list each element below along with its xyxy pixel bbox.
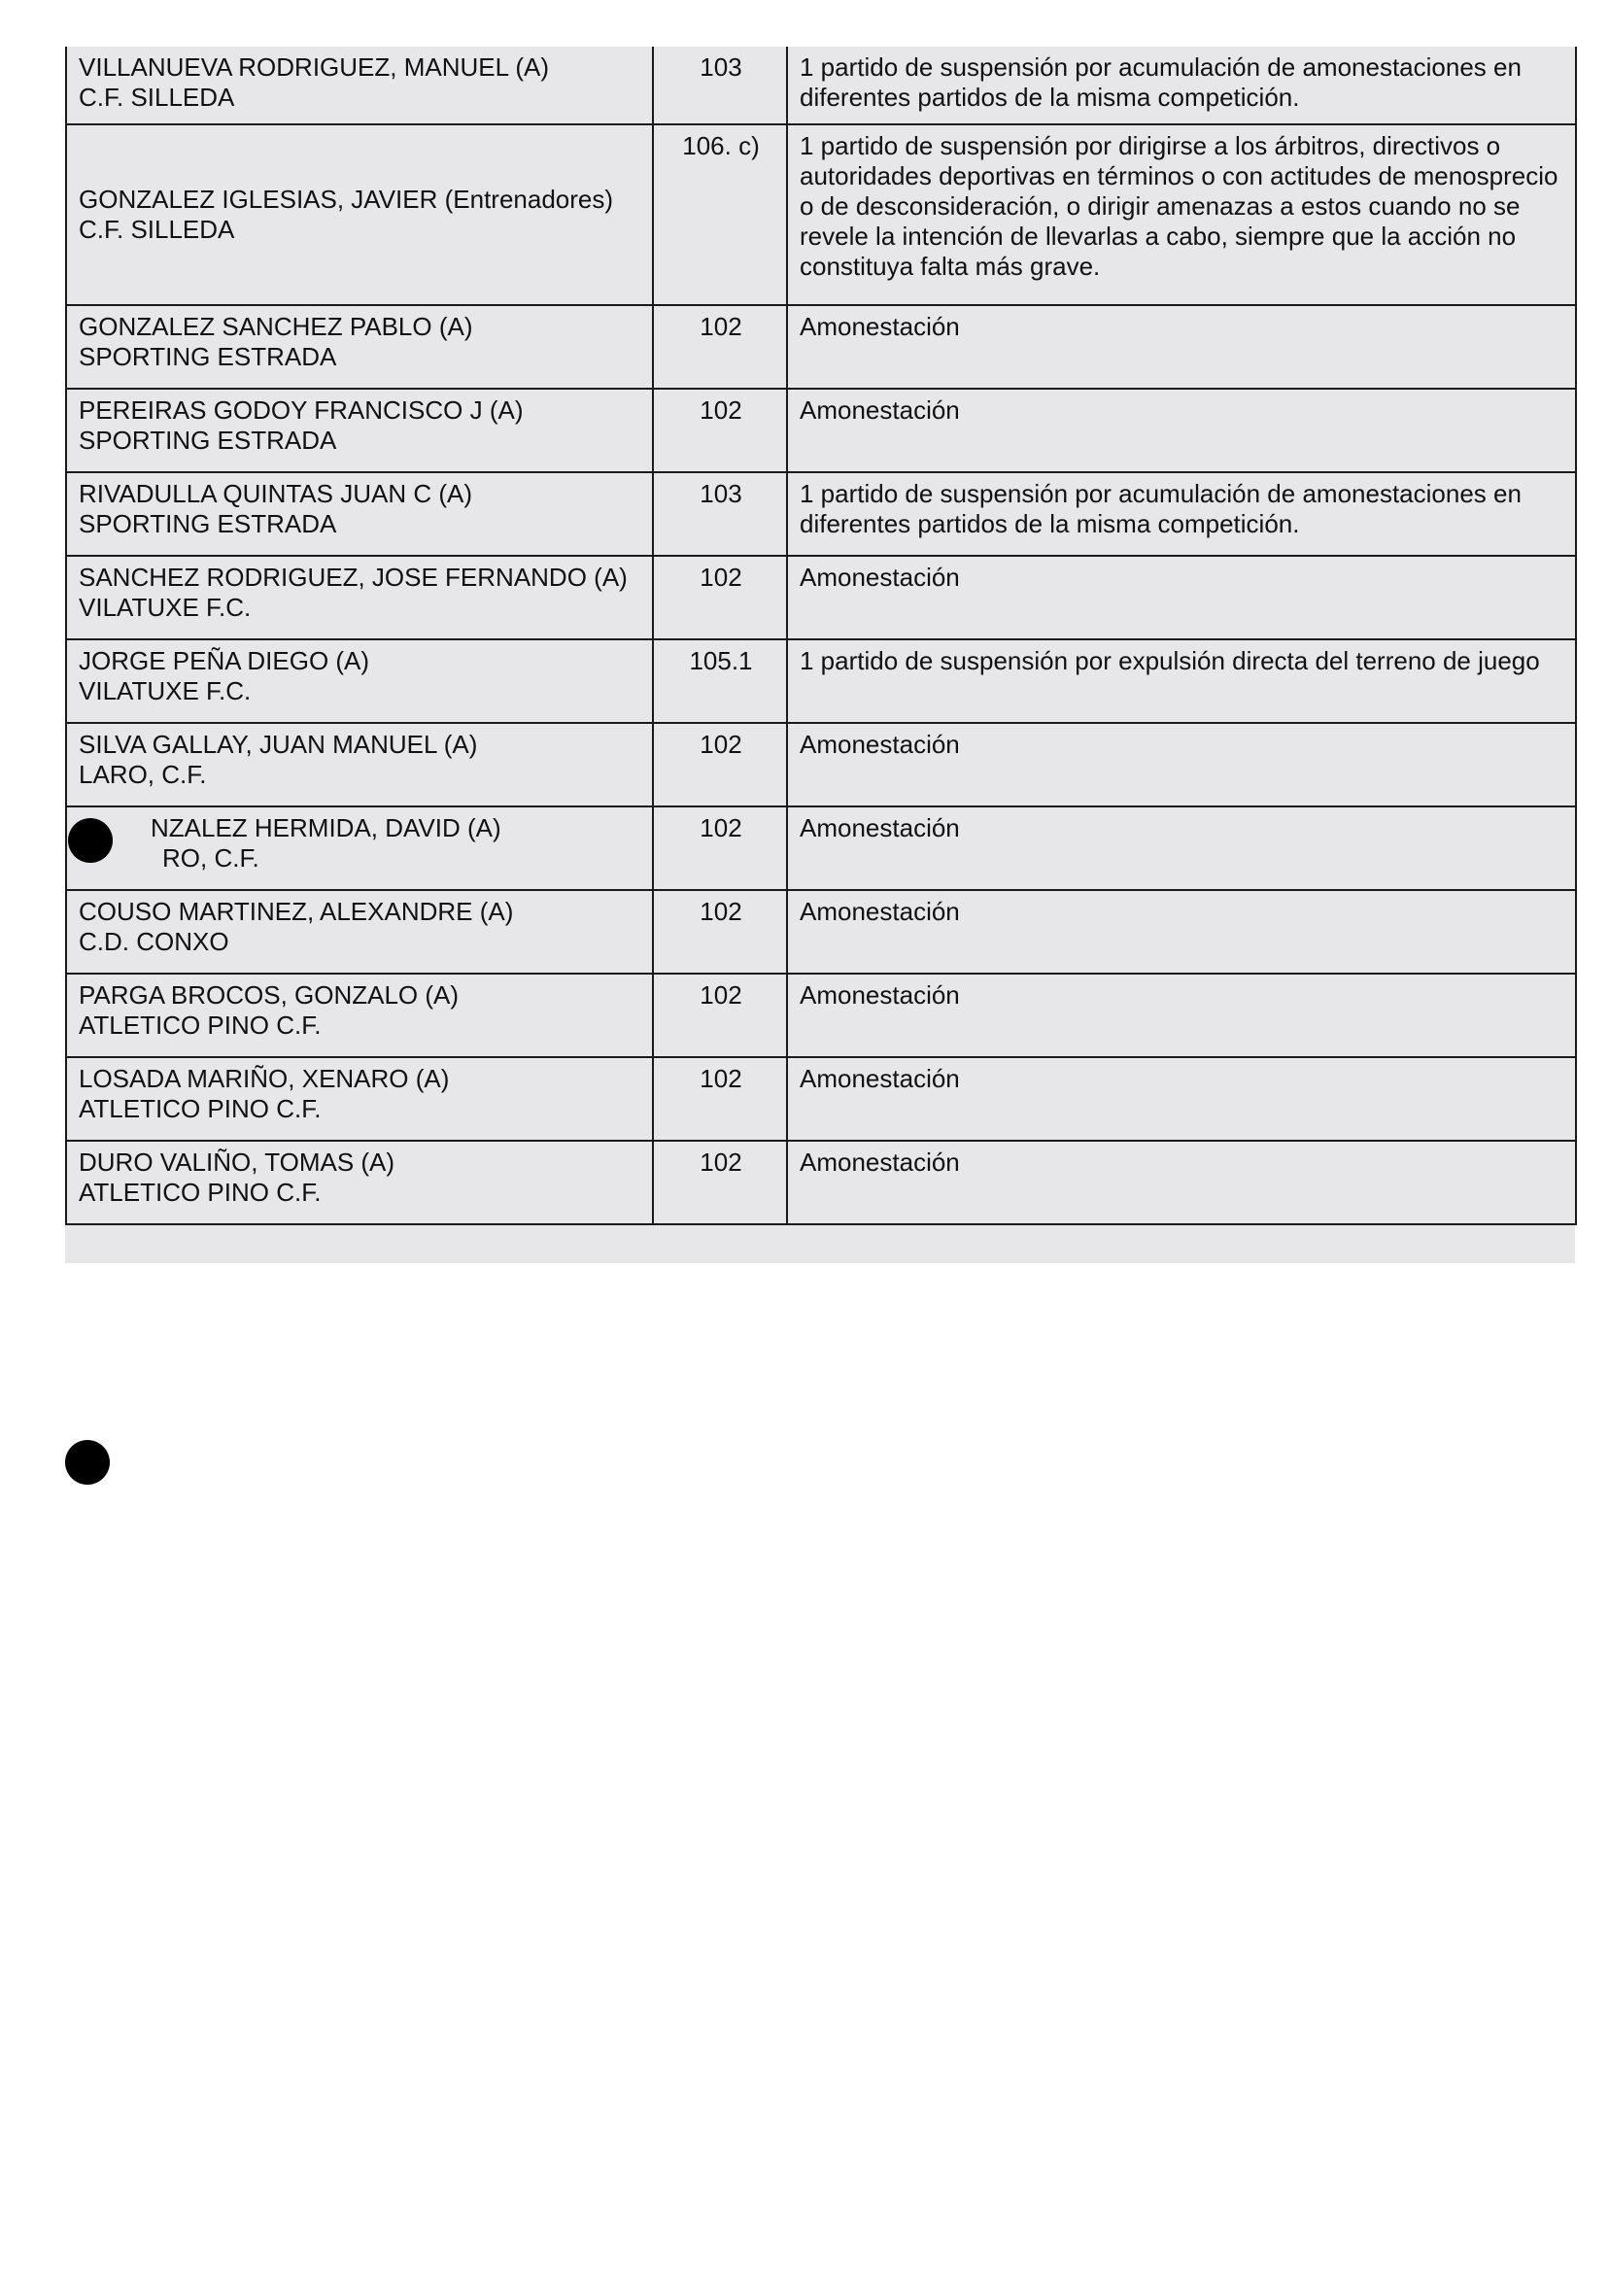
club-name: SPORTING ESTRADA [79, 426, 337, 455]
club-name: VILATUXE F.C. [79, 676, 252, 705]
sanction-cell: Amonestación [787, 556, 1576, 639]
player-cell [66, 890, 653, 974]
table-row [66, 389, 1576, 472]
article-cell: 102 [653, 1057, 787, 1141]
article-cell: 103 [653, 472, 787, 556]
article-cell: 106. c) [653, 124, 787, 305]
article-cell: 102 [653, 723, 787, 806]
sanction-cell: Amonestación [787, 305, 1576, 389]
player-cell [66, 389, 653, 472]
sanction-cell: 1 partido de suspensión por dirigirse a los árbitros, directivos o autoridades deportivas en términos o con actitudes de menosprecio o de desconsideración, o dirigir amenazas a estos cuando no se revele la intención de llevarlas a cabo, siempre que la acción no constituya falta más grave. [787, 124, 1576, 305]
player-name: LOSADA MARIÑO, XENARO (A) [79, 1064, 450, 1093]
table-row [66, 890, 1576, 974]
club-name: SPORTING ESTRADA [79, 509, 337, 538]
club-name: C.F. SILLEDA [79, 83, 235, 112]
sanction-cell: 1 partido de suspensión por acumulación de amonestaciones en diferentes partidos de la misma competición. [787, 472, 1576, 556]
sanction-cell: Amonestación [787, 1141, 1576, 1224]
club-name: RO, C.F. [162, 843, 259, 873]
club-name: C.F. SILLEDA [79, 215, 235, 244]
sanction-cell: Amonestación [787, 389, 1576, 472]
player-cell [66, 47, 653, 124]
sanction-cell: Amonestación [787, 890, 1576, 974]
player-name: PARGA BROCOS, GONZALO (A) [79, 980, 460, 1010]
article-cell: 102 [653, 806, 787, 890]
player-name: VILLANUEVA RODRIGUEZ, MANUEL (A) [79, 52, 549, 82]
player-cell [66, 974, 653, 1057]
table-row [66, 723, 1576, 806]
sanction-cell: 1 partido de suspensión por acumulación de amonestaciones en diferentes partidos de la misma competición. [787, 47, 1576, 124]
sanction-cell: 1 partido de suspensión por expulsión directa del terreno de juego [787, 639, 1576, 723]
table-row [66, 974, 1576, 1057]
club-name: ATLETICO PINO C.F. [79, 1011, 322, 1040]
player-name: NZALEZ HERMIDA, DAVID (A) [151, 813, 501, 842]
club-name: LARO, C.F. [79, 760, 207, 789]
punch-hole-mark [65, 1440, 110, 1485]
sanction-cell: Amonestación [787, 1057, 1576, 1141]
player-name: DURO VALIÑO, TOMAS (A) [79, 1148, 395, 1177]
club-name: VILATUXE F.C. [79, 593, 252, 622]
table-row [66, 556, 1576, 639]
article-cell: 103 [653, 47, 787, 124]
player-name: PEREIRAS GODOY FRANCISCO J (A) [79, 395, 524, 425]
club-name: C.D. CONXO [79, 927, 229, 956]
club-name: ATLETICO PINO C.F. [79, 1094, 322, 1123]
player-cell [66, 305, 653, 389]
table-row [66, 1141, 1576, 1224]
sanctions-table [65, 47, 1577, 1225]
article-cell: 102 [653, 556, 787, 639]
sanction-cell: Amonestación [787, 723, 1576, 806]
table-row [66, 124, 1576, 305]
sanction-cell: Amonestación [787, 974, 1576, 1057]
table-row [66, 472, 1576, 556]
article-cell: 102 [653, 974, 787, 1057]
table-row [66, 47, 1576, 124]
article-cell: 102 [653, 1141, 787, 1224]
player-cell [66, 1141, 653, 1224]
player-name: RIVADULLA QUINTAS JUAN C (A) [79, 479, 472, 508]
club-name: ATLETICO PINO C.F. [79, 1178, 322, 1207]
table-row [66, 305, 1576, 389]
article-cell: 102 [653, 305, 787, 389]
player-name: GONZALEZ IGLESIAS, JAVIER (Entrenadores) [79, 185, 614, 214]
article-cell: 105.1 [653, 639, 787, 723]
player-cell [66, 556, 653, 639]
player-name: COUSO MARTINEZ, ALEXANDRE (A) [79, 897, 514, 926]
article-cell: 102 [653, 389, 787, 472]
table-row [66, 1057, 1576, 1141]
player-name: SILVA GALLAY, JUAN MANUEL (A) [79, 730, 478, 759]
player-cell [66, 806, 653, 890]
player-cell [66, 639, 653, 723]
player-cell [66, 723, 653, 806]
punch-hole-mark [68, 818, 113, 863]
player-cell [66, 124, 653, 305]
club-name: SPORTING ESTRADA [79, 342, 337, 371]
table-row [66, 806, 1576, 890]
player-name: GONZALEZ SANCHEZ PABLO (A) [79, 312, 473, 341]
player-name: JORGE PEÑA DIEGO (A) [79, 646, 370, 675]
player-name: SANCHEZ RODRIGUEZ, JOSE FERNANDO (A) [79, 563, 628, 592]
article-cell: 102 [653, 890, 787, 974]
table-row [66, 639, 1576, 723]
sanction-cell: Amonestación [787, 806, 1576, 890]
player-cell [66, 1057, 653, 1141]
player-cell [66, 472, 653, 556]
